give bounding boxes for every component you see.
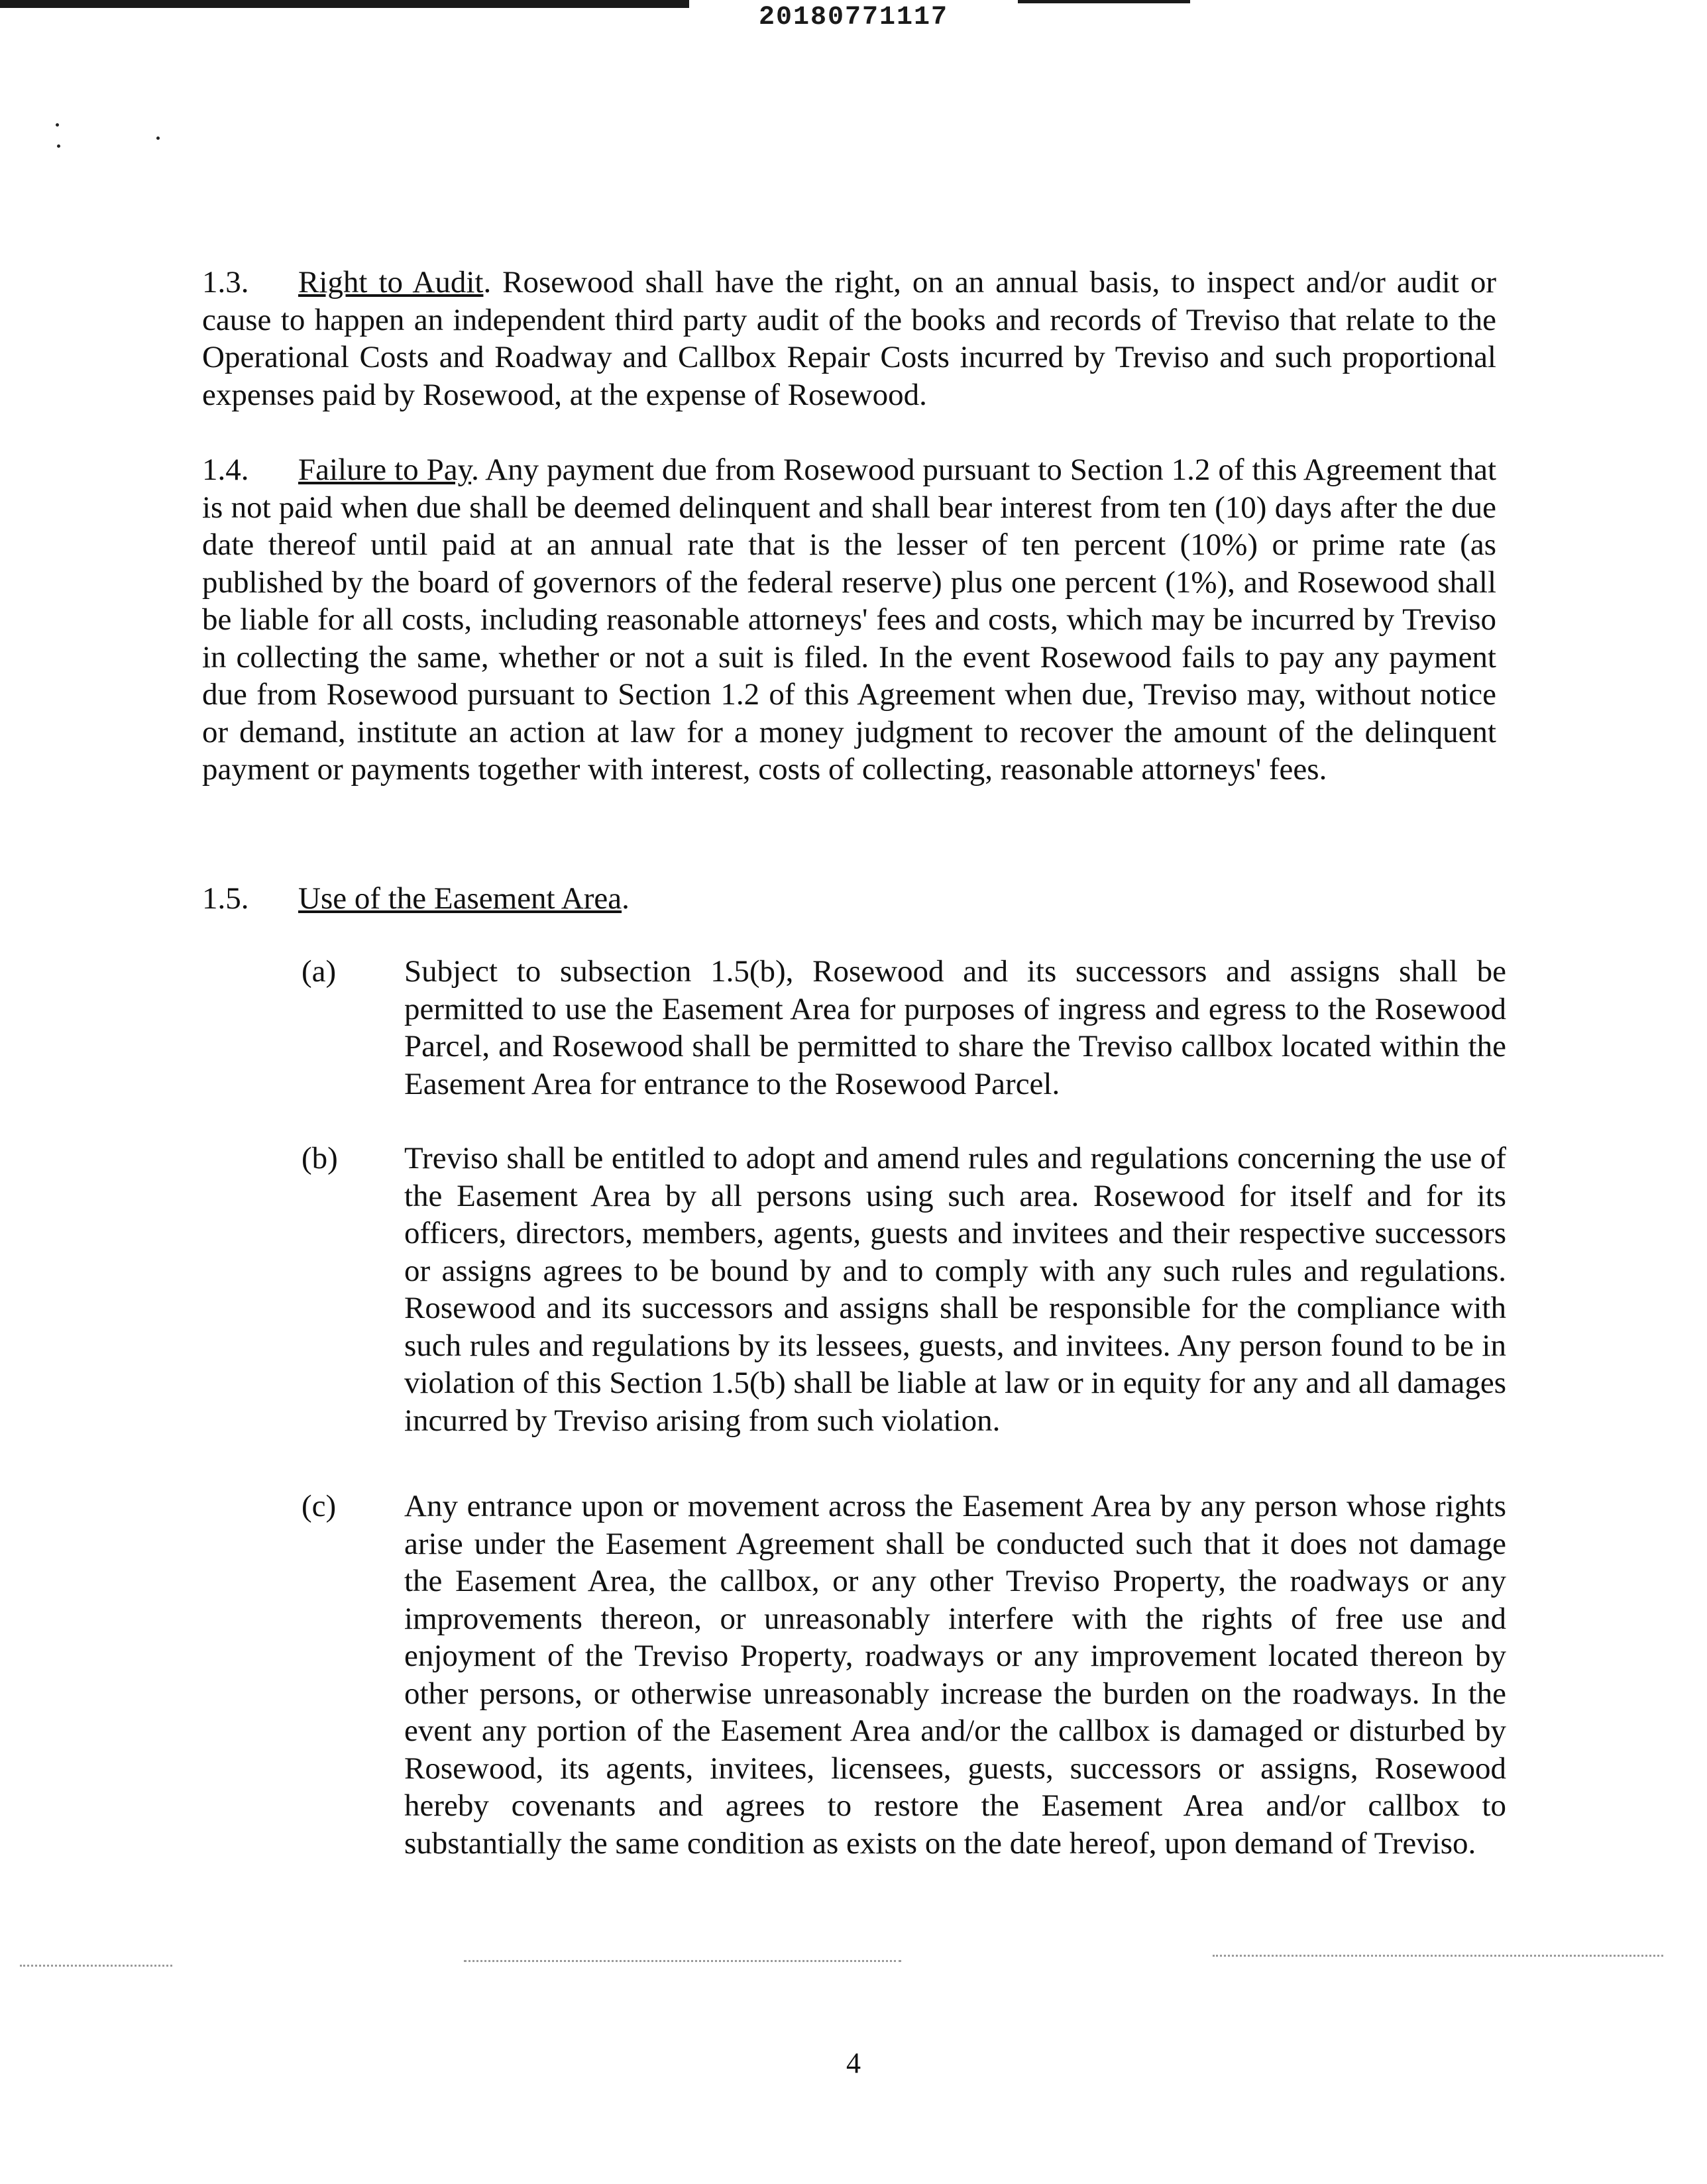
section-number: 1.4. — [202, 453, 249, 487]
section-text: . — [622, 881, 630, 916]
scan-speck — [57, 144, 60, 148]
subsection-label: (c) — [302, 1489, 337, 1523]
scan-noise-line — [464, 1960, 901, 1962]
section-1-4 — [202, 451, 1496, 789]
scan-speck — [56, 123, 59, 127]
subsection-label: (a) — [302, 954, 337, 989]
section-title: Failure to Pay — [298, 453, 472, 487]
record-number: 20180771117 — [758, 3, 949, 32]
page-number: 4 — [846, 2047, 861, 2079]
subsection-text: Any entrance upon or movement across the Easement Area by any person whose rights arise under the Easement Agreement shall be conducted such that it does not damage the Easement Area, the callbox, or any other Treviso Property, the roadways or any improvements thereon, or unreasonably interfere with the rights of free use and enjoyment of the Treviso Property, roadways or any improvement located thereon by other persons, or otherwise unreasonably increase the burden on the roadways. In the event any portion of the Easement Area and/or the callbox is damaged or disturbed by Rosewood, its agents, invitees, licensees, guests, successors or assigns, Rosewood hereby covenants and agrees to restore the Easement Area and/or callbox to substantially the same condition as exists on the date hereof, upon demand of Treviso. — [404, 1489, 1506, 1861]
subsection-text: Treviso shall be entitled to adopt and amend rules and regulations concerning the use of the Easement Area by all persons using such area. Rosewood for itself and for its officers, directors, members, agents, guests and invitees and their respective successors or assigns agrees to be bound by and to comply with any such rules and regulations. Rosewood and its successors and assigns shall be responsible for the compliance with such rules and regulations by its lessees, guests, and invitees. Any person found to be in violation of this Section 1.5(b) shall be liable at law or in equity for any and all damages incurred by Treviso arising from such violation. — [404, 1141, 1506, 1438]
section-text: . Rosewood shall have the right, on an annual basis, to inspect and/or audit or cause to happen an independent third party audit of the books and records of Treviso that relate to the Operational Costs and Roadway and Callbox Repair Costs incurred by Treviso and such proportional expenses paid by Rosewood, at the expense of Rosewood. — [202, 265, 1496, 412]
scan-noise-line — [1213, 1955, 1663, 1957]
section-text: . Any payment due from Rosewood pursuant to Section 1.2 of this Agreement that is not paid when due shall be deemed delinquent and shall bear interest from ten (10) days after the due date thereof until paid at an annual rate that is the lesser of ten percent (10%) or prime rate (as published by the board of governors of the federal reserve) plus one percent (1%), and Rosewood shall be liable for all costs, including reasonable attorneys' fees and costs, which may be incurred by Treviso in collecting the same, whether or not a suit is filed. In the event Rosewood fails to pay any payment due from Rosewood pursuant to Section 1.2 of this Agreement when due, Treviso may, without notice or demand, institute an action at law for a money judgment to recover the amount of the delinquent payment or payments together with interest, costs of collecting, reasonable attorneys' fees. — [202, 453, 1497, 787]
section-number: 1.5. — [202, 881, 249, 916]
section-number: 1.3. — [202, 265, 249, 300]
section-title: Use of the Easement Area — [298, 881, 622, 916]
scan-noise-line — [20, 1965, 172, 1967]
section-1-3 — [202, 264, 1496, 413]
subsection-text: Subject to subsection 1.5(b), Rosewood and its successors and assigns shall be permitted to use the Easement Area for purposes of ingress and egress to the Rosewood Parcel, and Rosewood shall be permitted to share the Treviso callbox located within the Easement Area for entrance to the Rosewood Parcel. — [404, 954, 1506, 1101]
section-title: Right to Audit — [298, 265, 484, 300]
section-1-5 — [202, 880, 1496, 918]
subsection-label: (b) — [302, 1141, 338, 1175]
scan-speck — [156, 136, 160, 140]
